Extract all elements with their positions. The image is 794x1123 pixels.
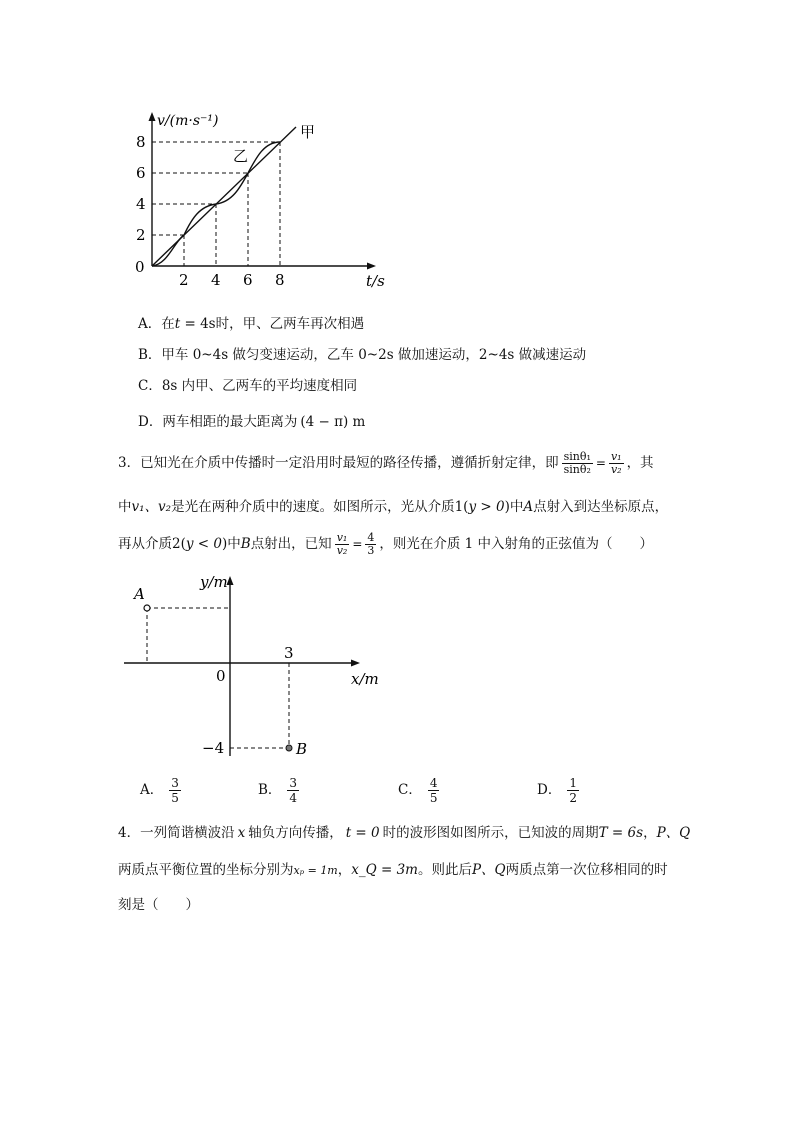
q4-text: 刻是（ ） [118,897,199,913]
q3-text: ，其 [626,455,654,471]
q4-line-1 [118,821,690,841]
x-tick-2: 2 [179,271,189,289]
option-num: 4 [429,776,438,790]
q3-text: 再从介质2( [118,536,186,552]
x-axis-arrow [351,660,360,667]
q4-text: 轴负方向传播， [248,825,343,841]
q3-point-a: A [523,499,534,515]
y-tick-8: 8 [136,133,146,151]
y-axis-label: y/m [200,573,228,591]
velocity-fraction [335,532,350,557]
origin-label: 0 [216,667,226,685]
point-b-label: B [296,740,308,758]
option-num: 3 [171,776,179,790]
q2-option-d[interactable] [138,410,365,430]
series-jia-line [152,127,296,266]
q3-line-3 [118,532,653,557]
question-number: 4． [118,825,141,841]
y-tick-2: 2 [136,226,146,244]
snell-fraction [562,451,593,476]
y-tick-4: 4 [136,195,146,213]
option-letter: C． [398,782,422,798]
q4-text: ， [643,825,657,841]
option-text: 8s 内甲、乙两车的平均速度相同 [161,378,358,394]
x-tick-3: 3 [284,644,294,662]
origin-label: 0 [135,258,145,276]
ratio-fraction [365,532,376,557]
q4-text: ， [337,862,352,878]
ratio-den: 3 [367,544,375,557]
series-jia-label: 甲 [300,123,316,141]
x-tick-4: 4 [211,271,221,289]
q4-xp: xₚ = 1m [293,864,338,877]
option-num: 1 [569,776,577,790]
option-text: 甲车 0~4s 做匀变速运动，乙车 0~2s 做加速运动，2~4s 做减速运动 [161,347,587,363]
q4-line-3 [118,893,199,913]
point-a-label: A [134,585,145,603]
q4-text: 两质点第一次位移相同的时 [505,862,668,878]
option-num: 3 [289,776,298,790]
velocity-den: v₂ [610,463,622,476]
x-axis-arrow [367,263,376,270]
q4-text: 时的波形图如图所示，已知波的周期 [382,825,599,841]
option-den: 4 [289,791,298,805]
option-fraction [169,776,181,805]
x-axis-label: x/m [351,670,379,688]
q3-text: )中 [221,536,241,552]
q2-option-b[interactable] [138,343,586,363]
option-den: 5 [429,791,438,805]
q4-pq: P、Q [471,862,506,878]
q2-option-a[interactable] [138,312,364,332]
velocity-num: v₁ [336,531,348,544]
point-a-marker [144,605,150,611]
y-tick-neg4: −4 [202,739,225,757]
q4-text: 。则此后 [417,862,472,878]
option-var: t [174,316,181,332]
option-fraction [287,776,299,805]
q3-point-b: B [240,536,251,552]
option-den: 5 [171,791,179,805]
x-axis-label: t/s [366,272,385,290]
q3-vars: v₁、v₂ [131,499,172,515]
velocity-fraction [609,451,624,476]
option-den: 2 [569,791,577,805]
q3-text: 是光在两种介质中的速度。如图所示，光从介质1( [171,499,469,515]
y-tick-6: 6 [136,164,146,182]
q3-line-1 [118,451,654,476]
q4-period: T = 6s [598,825,644,841]
x-tick-8: 8 [275,271,285,289]
option-text: = 4s时，甲、乙两车再次相遇 [180,316,365,332]
option-letter: B． [258,782,282,798]
q3-cond: y < 0 [185,536,222,552]
q3-option-a[interactable] [140,776,181,805]
point-b-marker [286,745,292,751]
q3-text: 已知光在介质中传播时一定沿用时最短的路径传播，遵循折射定律，即 [140,455,559,471]
option-fraction [428,776,440,805]
y-axis-label: v/(m·s⁻¹) [157,113,219,129]
option-text: 两车相距的最大距离为 [162,414,298,430]
option-fraction [567,776,579,805]
option-expr: (4 − π) m [300,414,366,430]
option-letter: D． [537,782,562,798]
q4-pq: P、Q [656,825,691,841]
ratio-num: 4 [367,531,375,544]
series-yi-label: 乙 [233,147,249,165]
q4-xq: x_Q = 3m [351,862,418,878]
q3-option-b[interactable] [258,776,299,805]
snell-den: sinθ₂ [563,463,591,476]
q3-text: )中 [504,499,524,515]
velocity-time-graph [120,108,410,290]
q3-option-d[interactable] [537,776,579,805]
q4-text: 两质点平衡位置的坐标分别为 [118,862,294,878]
equals-sign: = [595,456,606,470]
q4-t0: t = 0 [345,825,380,841]
option-letter: C． [138,378,162,394]
q3-line-2 [118,495,668,515]
q3-text: ，则光在介质 1 中入射角的正弦值为（ ） [379,536,654,552]
option-letter: D． [138,414,163,430]
q2-option-c[interactable] [138,374,357,394]
velocity-num: v₁ [610,450,622,463]
q4-var-x: x [237,825,246,841]
q3-text: 点射出，已知 [250,536,332,552]
equals-sign: = [352,537,363,551]
question-number: 3． [118,455,141,471]
q4-text: 一列简谐横波沿 [140,825,235,841]
y-axis-arrow [149,112,156,121]
option-letter: A． [138,316,162,332]
refraction-coordinate-figure [118,570,398,762]
q3-text: 点射入到达坐标原点， [533,499,669,515]
velocity-den: v₂ [336,544,348,557]
option-text: 在 [161,316,175,332]
option-letter: A． [140,782,164,798]
x-tick-6: 6 [243,271,253,289]
q3-cond: y > 0 [468,499,505,515]
option-letter: B． [138,347,162,363]
q3-text: 中 [118,499,132,515]
q4-line-2 [118,858,668,878]
q3-option-c[interactable] [398,776,439,805]
snell-num: sinθ₁ [563,450,591,463]
